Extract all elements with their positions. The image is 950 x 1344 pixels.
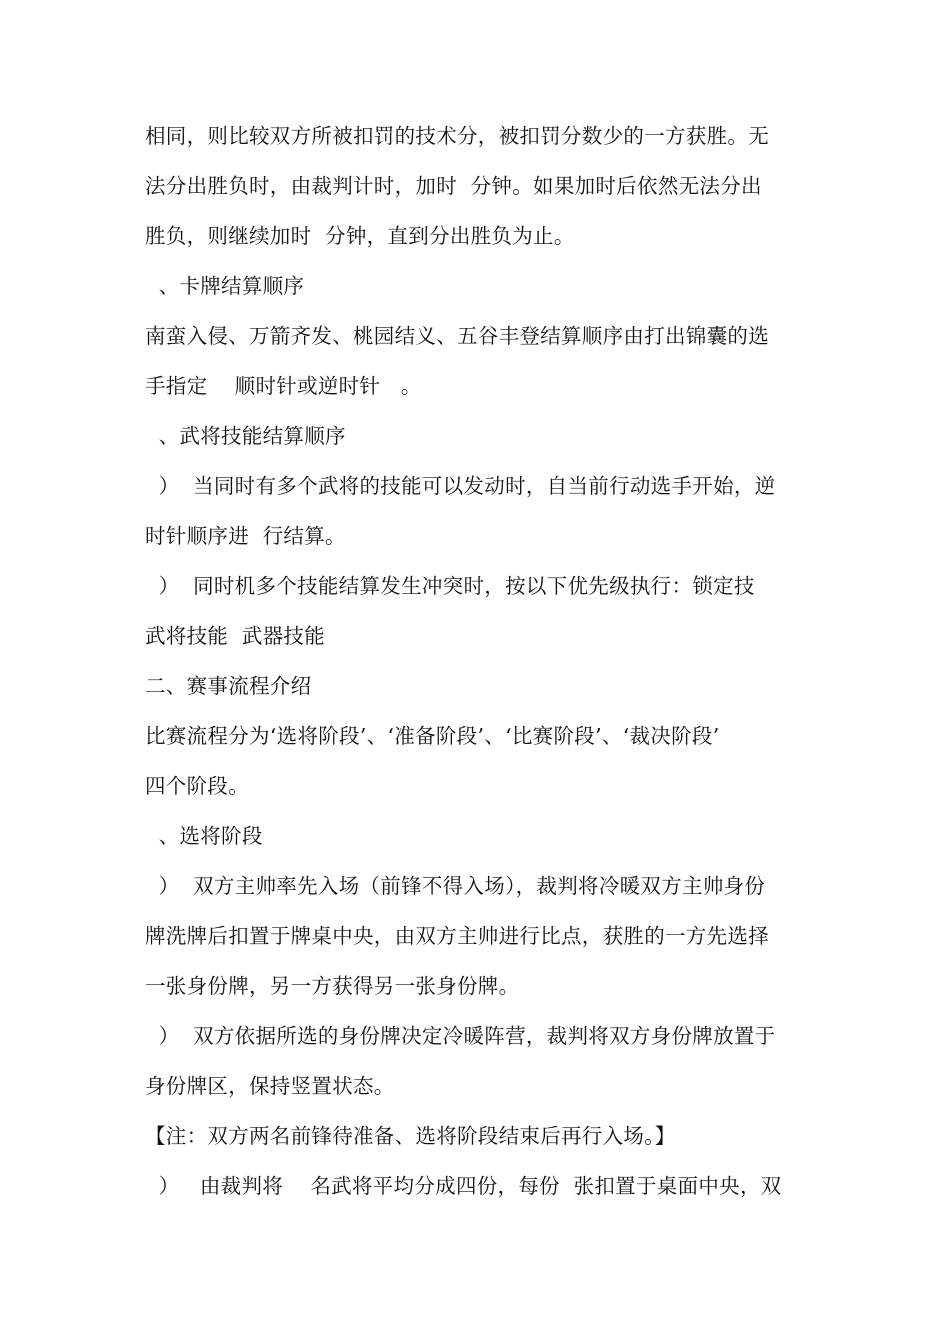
text-line: 身份牌区，保持竖置状态。	[145, 1074, 395, 1098]
text-line: 时针顺序进 行结算。	[145, 524, 346, 548]
section-heading: 、卡牌结算顺序	[145, 274, 305, 298]
text-line: 牌洗牌后扣置于牌桌中央，由双方主帅进行比点，获胜的一方先选择	[145, 924, 769, 948]
note-line: 【注：双方两名前锋待准备、选将阶段结束后再行入场。】	[145, 1124, 676, 1148]
text-line: 法分出胜负时，由裁判计时，加时 分钟。如果加时后依然无法分出	[145, 174, 762, 198]
text-line: 相同，则比较双方所被扣罚的技术分，被扣罚分数少的一方获胜。无	[145, 124, 769, 148]
text-line: 四个阶段。	[145, 774, 249, 798]
text-line: 比赛流程分为‘选将阶段’、‘准备阶段’、‘比赛阶段’、‘裁决阶段’	[145, 724, 720, 748]
section-heading: 、选将阶段	[145, 824, 263, 848]
section-heading: 、武将技能结算顺序	[145, 424, 346, 448]
text-line: 手指定 顺时针或逆时针 。	[145, 374, 422, 398]
text-line: ） 同时机多个技能结算发生冲突时，按以下优先级执行：锁定技	[145, 574, 755, 598]
text-line: ） 双方主帅率先入场（前锋不得入场），裁判将冷暖双方主帅身份	[145, 874, 766, 898]
text-line: 一张身份牌，另一方获得另一张身份牌。	[145, 974, 520, 998]
chapter-heading: 二、赛事流程介绍	[145, 674, 312, 698]
text-line: ） 由裁判将 名武将平均分成四份，每份 张扣置于桌面中央，双	[145, 1174, 782, 1198]
text-line: 南蛮入侵、万箭齐发、桃园结义、五谷丰登结算顺序由打出锦囊的选	[145, 324, 769, 348]
text-line: 武将技能 武器技能	[145, 624, 326, 648]
text-line: ） 当同时有多个武将的技能可以发动时，自当前行动选手开始，逆	[145, 474, 776, 498]
text-line: ） 双方依据所选的身份牌决定冷暖阵营，裁判将双方身份牌放置于	[145, 1024, 776, 1048]
text-line: 胜负，则继续加时 分钟，直到分出胜负为止。	[145, 224, 575, 248]
